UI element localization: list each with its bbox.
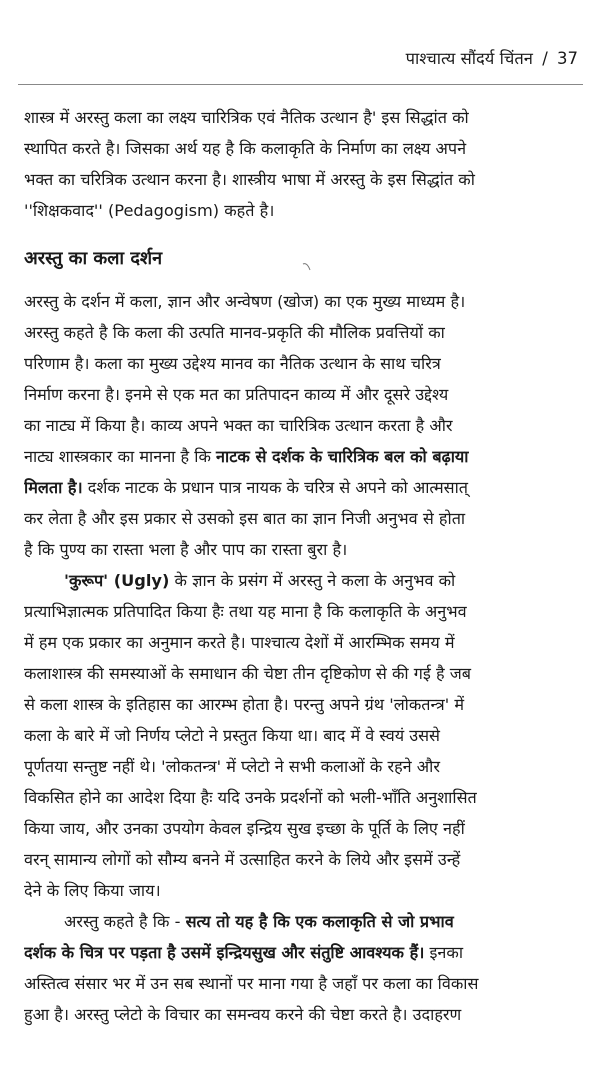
running-header (406, 46, 578, 72)
stray-pen-mark (302, 262, 312, 272)
paragraph-line: का नाट्य में किया है। काव्य अपने भक्त का चारित्रिक उत्थान करता है और (24, 416, 453, 435)
plain-text: नाट्य शास्त्रकार का मानना है कि (24, 447, 217, 466)
plain-text: के ज्ञान के प्रसंग में अरस्तु ने कला के अनुभव को (169, 571, 456, 590)
paragraph-line: अरस्तु के दर्शन में कला, ज्ञान और अन्वेषण (खोज) का एक मुख्य माध्यम है। (24, 292, 466, 311)
plain-text: अरस्तु कहते है कि - (64, 912, 186, 931)
paragraph-line: कर लेता है और इस प्रकार से उसको इस बात का ज्ञान निजी अनुभव से होता (24, 509, 466, 528)
intro-line: स्थापित करते है। जिसका अर्थ यह है कि कलाकृति के निर्माण का लक्ष्य अपने (24, 139, 467, 158)
paragraph-line: अरस्तु कहते है कि कला की उत्पति मानव-प्रकृति की मौलिक प्रवत्तियों का (24, 323, 445, 342)
emphasis-text: सत्य तो यह है कि एक कलाकृति से जो प्रभाव (185, 912, 454, 931)
paragraph-line (24, 565, 578, 596)
intro-line: शास्त्र में अरस्तु कला का लक्ष्य चारित्रिक एवं नैतिक उत्थान है' इस सिद्धांत को (24, 108, 469, 127)
intro-line: भक्त का चरित्रिक उत्थान करना है। शास्त्रीय भाषा में अरस्तु के इस सिद्धांत को (24, 170, 475, 189)
intro-paragraph (24, 102, 578, 226)
paragraph-line: है कि पुण्य का रास्ता भला है और पाप का रास्ता बुरा है। (24, 540, 348, 559)
paragraph-line: से कला शास्त्र के इतिहास का आरम्भ होता है। परन्तु अपने ग्रंथ 'लोकतन्त्र' में (24, 695, 465, 714)
emphasis-text: दर्शक के चित्र पर पड़ता है उसमें इन्द्रियसुख और संतुष्टि आवश्यक हैं। (24, 943, 425, 962)
plain-text: इनका (424, 943, 464, 962)
main-body (24, 286, 578, 1030)
paragraph-line: किया जाय, और उनका उपयोग केवल इन्द्रिय सुख इच्छा के पूर्ति के लिए नहीं (24, 819, 465, 838)
emphasis-text: मिलता है। (24, 478, 83, 497)
paragraph-line: देने के लिए किया जाय। (24, 881, 161, 900)
paragraph-line: में हम एक प्रकार का अनुमान करते है। पाश्चात्य देशों में आरम्भिक समय में (24, 633, 455, 652)
paragraph-line: हुआ है। अरस्तु प्लेटो के विचार का समन्वय करने की चेष्टा करते है। उदाहरण (24, 1005, 462, 1024)
paragraph-line: अस्तित्व संसार भर में उन सब स्थानों पर माना गया है जहाँ पर कला का विकास (24, 974, 479, 993)
paragraph-line: कला के बारे में जो निर्णय प्लेटो ने प्रस्तुत किया था। बाद में वे स्वयं उससे (24, 726, 441, 745)
paragraph-line: परिणाम है। कला का मुख्य उद्देश्य मानव का नैतिक उत्थान के साथ चरित्र (24, 354, 441, 373)
paragraph-line: कलाशास्त्र की समस्याओं के समाधान की चेष्टा तीन दृष्टिकोण से की गई है जब (24, 664, 471, 683)
paragraph-line (24, 906, 578, 937)
paragraph-line: वरन् सामान्य लोगों को सौम्य बनने में उत्साहित करने के लिये और इसमें उन्हें (24, 850, 461, 869)
paragraph-line: प्रत्याभिज्ञात्मक प्रतिपादित किया हैः तथा यह माना है कि कलाकृति के अनुभव (24, 602, 467, 621)
paragraph-line: निर्माण करना है। इनमे से एक मत का प्रतिपादन काव्य में और दूसरे उद्देश्य (24, 385, 449, 404)
paragraph-line: विकसित होने का आदेश दिया हैः यदि उनके प्रदर्शनों को भली-भाँति अनुशासित (24, 788, 477, 807)
header-separator: / (542, 49, 548, 68)
header-divider (18, 84, 583, 85)
paragraph-line: पूर्णतया सन्तुष्ट नहीं थे। 'लोकतन्त्र' में प्लेटो ने सभी कलाओं के रहने और (24, 757, 440, 776)
section-heading: अरस्तु का कला दर्शन (24, 248, 163, 269)
emphasis-text: नाटक से दर्शक के चारित्रिक बल को बढ़ाया (216, 447, 469, 466)
emphasis-text: 'कुरूप' (Ugly) (64, 571, 170, 590)
book-title: पाश्चात्य सौंदर्य चिंतन (405, 49, 533, 68)
page-number: 37 (557, 49, 578, 68)
paragraph-line (24, 937, 578, 968)
paragraph-line (24, 472, 578, 503)
paragraph-line (24, 441, 578, 472)
plain-text: दर्शक नाटक के प्रधान पात्र नायक के चरित्र से अपने को आत्मसात् (82, 478, 468, 497)
intro-line: ''शिक्षकवाद'' (Pedagogism) कहते है। (24, 201, 275, 220)
